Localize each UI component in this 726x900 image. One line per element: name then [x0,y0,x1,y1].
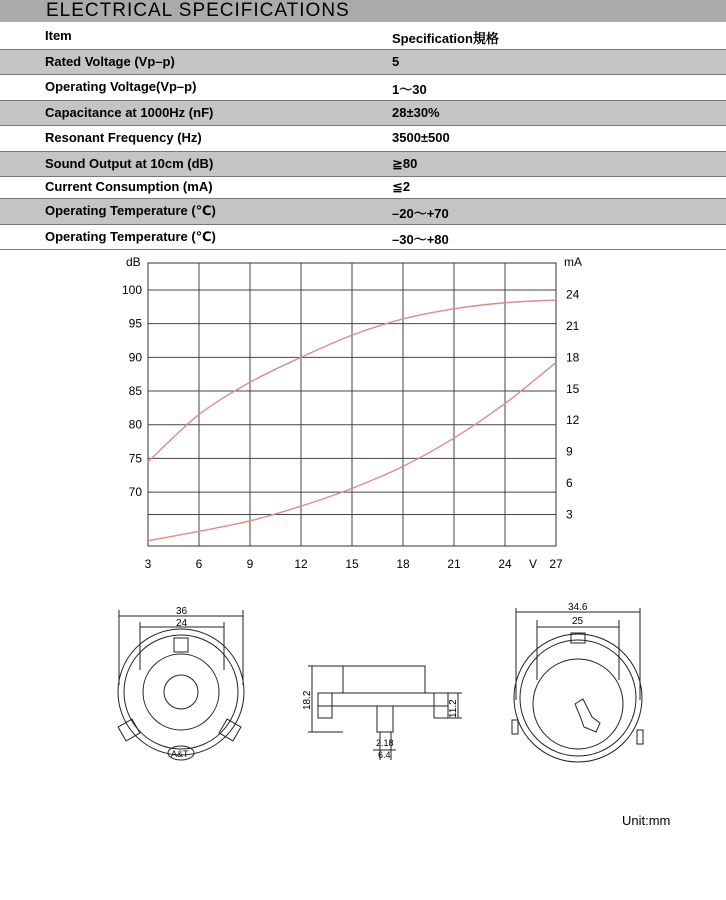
right-tick-label: 3 [566,507,573,522]
section-header [0,0,726,22]
row-item: Current Consumption (mA) [45,179,213,194]
x-tick-label: 3 [144,557,152,571]
x-tick-label: 21 [447,557,461,571]
section-title: ELECTRICAL SPECIFICATIONS [46,0,350,21]
row-spec: 28±30% [392,104,440,120]
x-tick-label: 24 [498,557,512,571]
right-tick-label: 15 [566,381,580,396]
row-spec: ≧80 [392,155,418,171]
right-tick-label: 18 [566,350,580,365]
row-item: Operating Voltage(Vp–p) [45,79,197,94]
row-item: Operating Temperature (℃) [45,228,216,244]
row-spec: 5 [392,53,400,69]
table-row [0,225,726,251]
back-dim-inner: 25 [572,616,584,627]
row-spec: –20～+70 [392,206,449,221]
right-tick-label: 21 [566,318,580,333]
row-item: Rated Voltage (Vp–p) [45,53,175,69]
left-tick-label: 85 [128,384,142,399]
table-row [0,199,726,225]
left-axis-unit: dB [126,255,141,269]
row-item: Operating Temperature (℃) [45,203,216,218]
x-tick-label: 15 [345,557,359,571]
left-tick-label: 70 [128,485,142,500]
right-tick-label: 12 [566,413,580,428]
x-tick-label: 6 [195,557,203,571]
row-item: Sound Output at 10cm (dB) [45,155,214,171]
row-spec: 1～30 [392,82,427,97]
column-header-spec: Specification規格 [392,31,499,46]
left-tick-label: 100 [121,282,142,297]
table-row [0,126,726,152]
front-logo: A&T [171,749,189,759]
x-tick-label: 18 [396,557,410,571]
mechanical-drawings [0,600,726,780]
front-dim-outer: 36 [176,606,188,617]
front-view-drawing [118,610,244,760]
chart-grid [148,263,556,546]
row-item: Resonant Frequency (Hz) [45,130,202,145]
left-tick-label: 80 [128,417,142,432]
table-row [0,50,726,76]
x-tick-label: 12 [294,557,308,571]
left-tick-label: 90 [128,350,142,365]
response-chart [0,250,726,580]
spec-table [0,24,726,250]
back-dim-outer: 34.6 [568,602,588,613]
row-spec: –30～+80 [392,231,449,247]
unit-label: Unit:mm [622,813,671,828]
side-dim-height: 18.2 [302,690,313,710]
x-tick-label: 27 [549,557,563,571]
right-tick-label: 9 [566,444,573,459]
table-header-row [0,24,726,50]
table-row [0,177,726,199]
row-item: Capacitance at 1000Hz (nF) [45,104,214,120]
table-row [0,101,726,127]
chart-marks [122,283,580,571]
back-view-drawing [512,608,643,762]
side-dim-pin-a: 2.18 [376,738,394,748]
right-tick-label: 6 [566,476,573,491]
row-spec: 3500±500 [392,130,450,145]
side-dim-body: 11.2 [448,699,459,718]
left-tick-label: 75 [128,451,142,466]
side-dim-pin-b: 6.4 [378,750,391,760]
column-header-item: Item [45,28,72,43]
left-tick-label: 95 [128,316,142,331]
right-tick-label: 24 [566,287,580,302]
row-spec: ≦2 [392,179,411,194]
front-dim-inner: 24 [176,618,188,629]
table-row [0,152,726,178]
x-axis-label: V [529,557,538,571]
right-axis-unit: mA [564,255,582,269]
x-tick-label: 9 [246,557,254,571]
table-row [0,75,726,101]
